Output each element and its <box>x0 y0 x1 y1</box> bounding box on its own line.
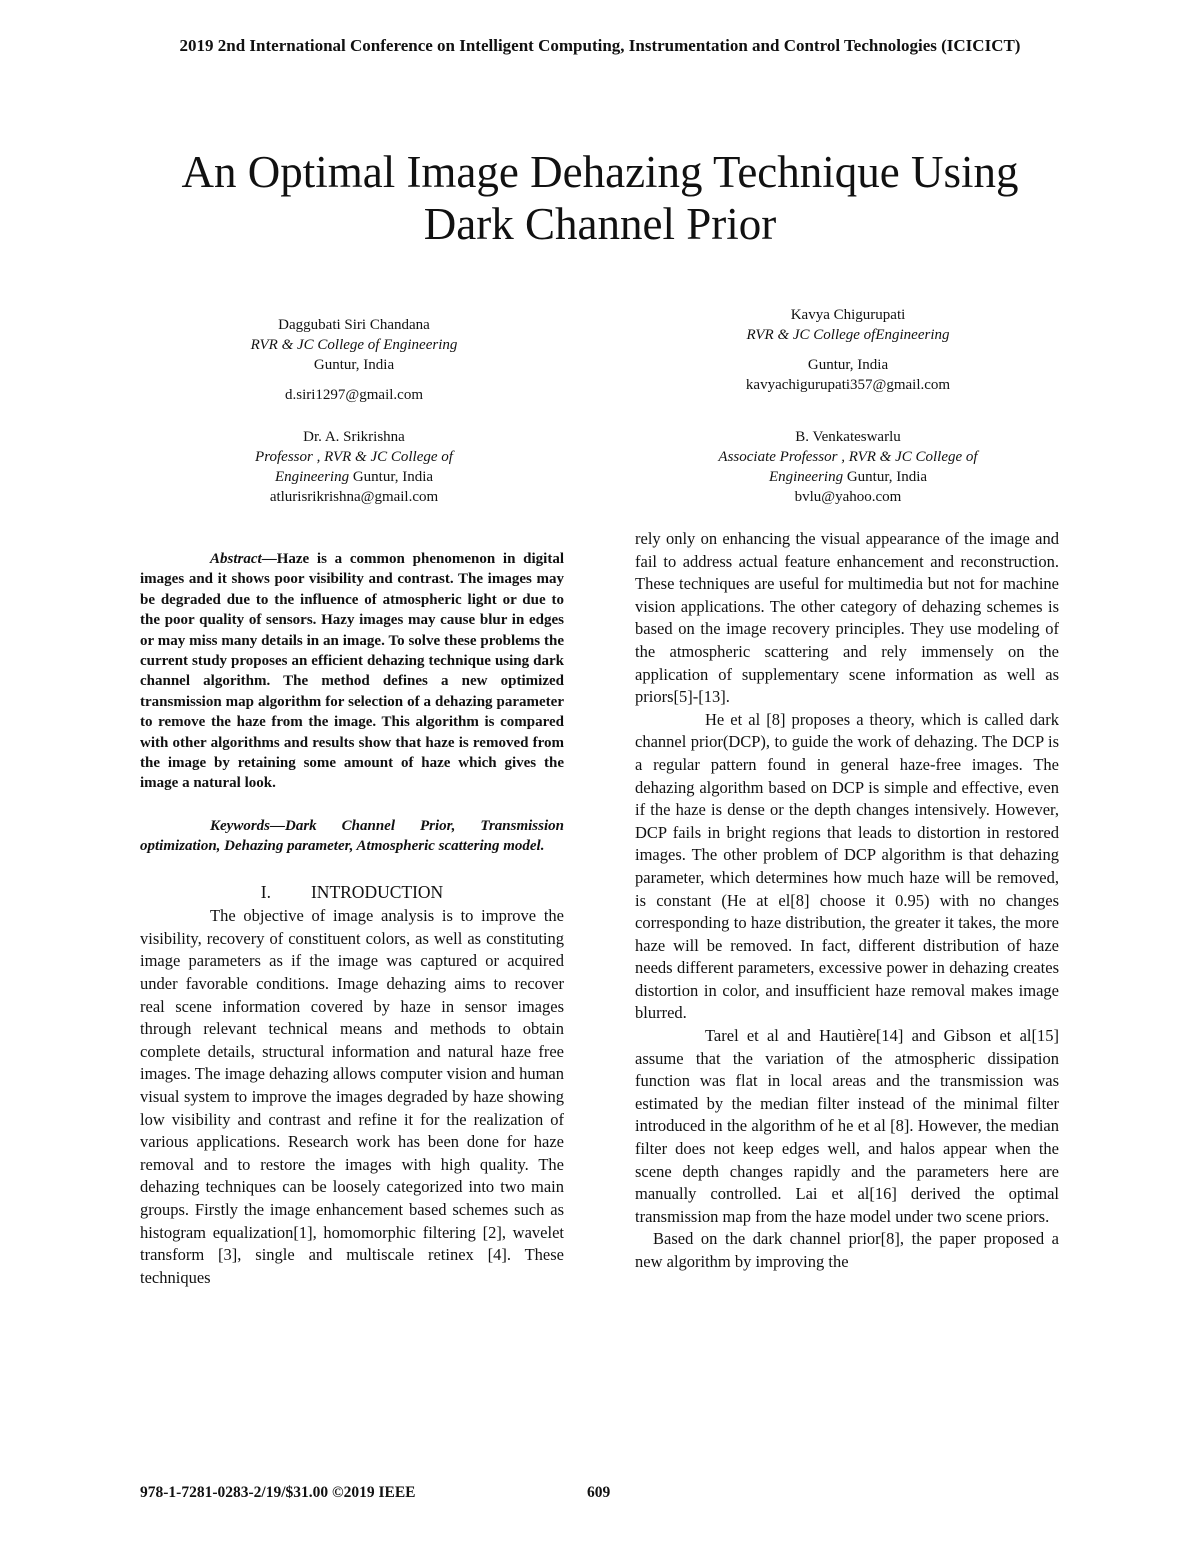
author-affiliation-cont <box>688 467 1008 487</box>
section-title: INTRODUCTION <box>310 881 444 902</box>
author-affiliation-italic: Engineering <box>768 469 844 485</box>
section-number: I. <box>260 881 271 902</box>
author-email[interactable]: kavyachigurupati357@gmail.com <box>745 377 951 393</box>
author-name: Kavya Chigurupati <box>790 307 906 323</box>
abstract-dash: — <box>261 551 277 567</box>
author-block-2 <box>688 305 1008 395</box>
left-column <box>140 549 564 1289</box>
author-affiliation-cont <box>194 467 514 487</box>
author-affiliation: Associate Professor , RVR & JC College of <box>718 449 978 465</box>
abstract <box>140 549 564 794</box>
intro-paragraph-2: rely only on enhancing the visual appearance of the image and fail to address actual feature enhancement and reconstruction. These techniques are useful for multimedia but not for machine vision applications. The other category of dehazing schemes is based on the image recovery principles. They use modeling of the atmospheric scattering and rely immensely on the application of supplementary scene information as well as priors[5]-[13]. <box>635 529 1059 707</box>
page-number: 609 <box>587 1484 611 1501</box>
author-block-4 <box>688 427 1008 507</box>
author-email[interactable]: atlurisrikrishna@gmail.com <box>269 489 439 505</box>
intro-paragraph-5: Based on the dark channel prior[8], the paper proposed a new algorithm by improving the <box>635 1229 1059 1271</box>
author-affiliation: RVR & JC College of Engineering <box>250 337 458 353</box>
paper-title <box>100 146 1100 250</box>
author-email[interactable]: bvlu@yahoo.com <box>794 489 902 505</box>
author-name: Dr. A. Srikrishna <box>303 429 405 445</box>
author-location: Guntur, India <box>313 357 395 373</box>
keywords: Keywords—Dark Channel Prior, Transmission optimization, Dehazing parameter, Atmospheric scattering model. <box>140 817 564 855</box>
author-location: Guntur, India <box>349 469 434 485</box>
conference-header: 2019 2nd International Conference on Intelligent Computing, Instrumentation and Control Technologies (ICICICT) <box>179 36 1021 55</box>
title-line-2: Dark Channel Prior <box>423 199 777 249</box>
intro-paragraph-4: Tarel et al and Hautière[14] and Gibson et al[15] assume that the variation of the atmospheric dissipation function was flat in local areas and the transmission was estimated by the median filter instead of the minimal filter introduced in the algorithm of he et al [8]. However, the median filter does not keep edges well, and halos appear when the scene depth changes rapidly and the parameters here are manually controlled. Lai et al[16] derived the optimal transmission map from the haze model under two scene priors. <box>635 1026 1059 1226</box>
right-column <box>635 528 1059 1274</box>
author-block-3 <box>194 427 514 507</box>
footer-isbn: 978-1-7281-0283-2/19/$31.00 ©2019 IEEE <box>140 1484 416 1501</box>
author-affiliation: RVR & JC College ofEngineering <box>746 327 950 343</box>
section-heading-introduction <box>140 881 564 904</box>
author-email[interactable]: d.siri1297@gmail.com <box>285 387 423 403</box>
author-name: B. Venkateswarlu <box>795 429 901 445</box>
title-line-1: An Optimal Image Dehazing Technique Using <box>181 147 1019 197</box>
author-affiliation: Professor , RVR & JC College of <box>255 449 453 465</box>
author-affiliation-italic: Engineering <box>274 469 350 485</box>
intro-paragraph-3: He et al [8] proposes a theory, which is called dark channel prior(DCP), to guide the work of dehazing. The DCP is a regular pattern found in general haze-free images. The dehazing algorithm based on DCP is simple and effective, even if the haze is dense or the depth changes intensively. However, DCP fails in bright regions that leads to distortion in restored images. The other problem of DCP algorithm is that dehazing parameter, which determines how much haze will be removed, is constant (He at el[8] choose it 0.95) with no changes corresponding to haze distribution, the greater it takes, the more haze will be removed. In fact, different distribution of haze needs different parameters, excessive power in dehazing creates distortion in color, and insufficient haze removal makes image blurred. <box>635 709 1059 1023</box>
author-block-1 <box>194 315 514 405</box>
abstract-text: Haze is a common phenomenon in digital images and it shows poor visibility and contrast. The images may be degraded due to the influence of atmospheric light or due to the poor quality of sensors. Hazy images may cause blur in edges or may miss many details in an image. To solve these problems the current study proposes an efficient dehazing technique using dark channel algorithm. The method defines a new optimized transmission map algorithm for selection of a dehazing parameter to remove the haze from the image. This algorithm is compared with other algorithms and results show that haze is removed from the image by retaining some amount of haze which gives the image a natural look. <box>140 551 564 792</box>
author-location: Guntur, India <box>807 357 889 373</box>
abstract-label: Abstract <box>210 551 262 567</box>
intro-paragraph-1: The objective of image analysis is to improve the visibility, recovery of constituent colors, as well as constituting image parameters as if the image was captured or acquired under favorable conditions. Image dehazing aims to recover real scene information covered by haze in sensor images through relevant technical means and methods to obtain complete details, structural information and natural haze free images. The image dehazing allows computer vision and human visual system to improve the images degraded by haze showing low visibility and contrast and refine it for the realization of various applications. Research work has been done for haze removal and to restore the images with high quality. The dehazing techniques can be loosely categorized into two main groups. Firstly the image enhancement based schemes such as histogram equalization[1], homomorphic filtering [2], wavelet transform [3], single and multiscale retinex [4]. These techniques <box>140 906 564 1287</box>
author-location: Guntur, India <box>843 469 928 485</box>
author-name: Daggubati Siri Chandana <box>278 317 430 333</box>
